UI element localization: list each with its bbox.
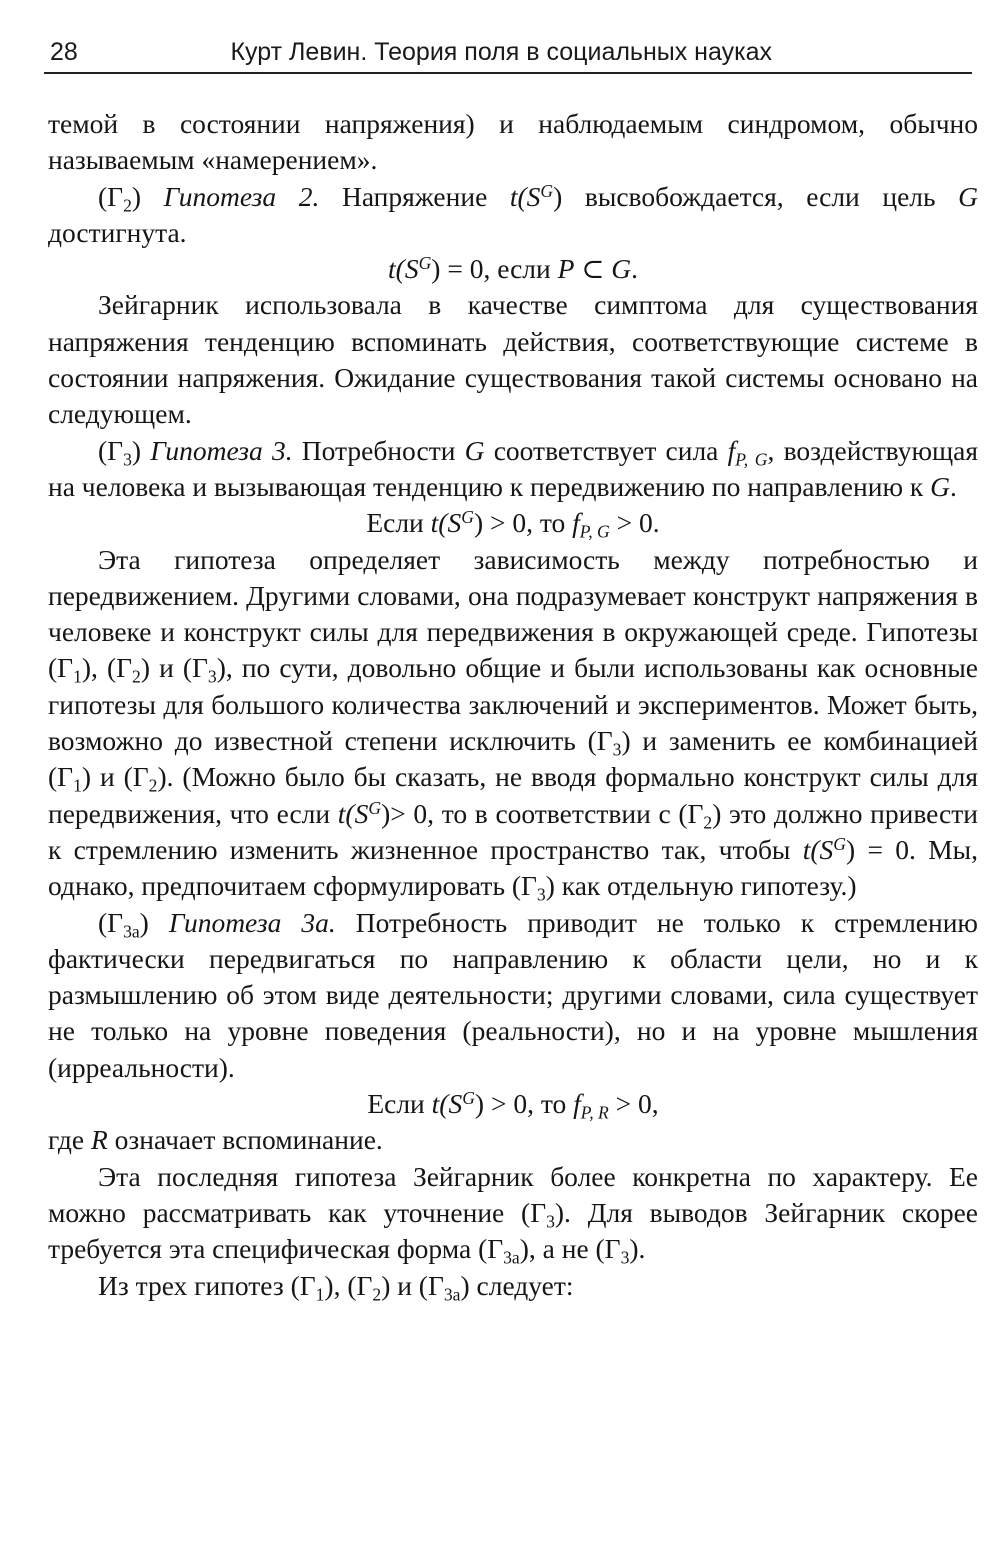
zeigarnik-paragraph: Зейгарник использовала в качестве симптома для существования напряжения тенденцию вспоминать действия, соответствующие системе в состоянии напряжения. Ожидание существования такой системы основано на следующем. <box>48 289 978 430</box>
definition-line: где R означает вспоминание. <box>48 1124 383 1156</box>
hypothesis-title: Гипотеза 3а. <box>168 906 336 938</box>
formula-3: Если $t(S^G) > 0$, то $f_{P, R} > 0$, <box>367 1088 659 1123</box>
specific-form-paragraph: Эта последняя гипотеза Зейгарник более конкретна по характеру. Ее можно рассматривать как уточнение $(Г_3)$. Для выводов Зейгарник скорее требуется эта специфическая форма $(Г_{3а})$, а не $(Г_3)$. <box>48 1160 978 1268</box>
paragraph-continuation: темой в состоянии напряжения) и наблюдаемым синдромом, обычно называемым «намерением». <box>48 108 978 176</box>
hypothesis-title: Гипотеза 3. <box>150 434 293 466</box>
formula-2: Если $t(S^G) > 0$, то $f_{P, G} > 0$. <box>366 507 660 542</box>
hypothesis-label: 2 <box>123 194 132 215</box>
formula-1: $t(S^G) = 0$, если P ⊂ G. <box>388 253 638 285</box>
conclusion-line: Из трех гипотез $(Г_1)$, $(Г_2)$ и $(Г_{3а})$ следует: <box>98 1269 574 1304</box>
hypothesis-3-paragraph: $(Г_3)$ Гипотеза 3. Потребности G соответствует сила $f_{P, G}$, воздействующая на человека и вызывающая тенденцию к передвижению по направлению к G. <box>48 434 979 502</box>
hypothesis-3a-paragraph: $(Г_{3а})$ Гипотеза 3а. Потребность приводит не только к стремлению фактически передвигаться по направлению к области цели, но и к размышлению об этом виде деятельности; другими словами, сила существует не только на уровне поведения (реальности), но и на уровне мышления (ирреальности). <box>48 906 978 1083</box>
running-title: Курт Левин. Теория поля в социальных науках <box>230 38 772 66</box>
hypothesis-label: 3 <box>123 448 132 469</box>
page-body <box>48 106 978 1304</box>
hypothesis-2-paragraph: $(Г_2)$ Гипотеза 2. Напряжение $t(S^G)$ высвобождается, если цель G достигнута. <box>48 180 978 248</box>
page-number: 28 <box>50 38 78 66</box>
running-header <box>44 30 972 74</box>
hypothesis-label: 3а <box>123 920 140 941</box>
hypothesis-title: Гипотеза 2. <box>163 180 320 212</box>
hypotheses-discussion-paragraph: Эта гипотеза определяет зависимость между потребностью и передвижением. Другими словами, она подразумевает конструкт напряжения в человеке и конструкт силы для передвижения в окружающей среде. Гипотезы $(Г_1)$, $(Г_2)$ и $(Г_3)$, по сути, довольно общие и были использованы как основные гипотезы для большого количества заключений и экспериментов. Может быть, возможно до известной степени исключить $(Г_3)$ и заменить ее комбинацией $(Г_1)$ и $(Г_2)$. (Можно было бы сказать, не вводя формально конструкт силы для передвижения, что если $t(S^G)> 0$, то в соответствии с $(Г_2)$ это должно привести к стремлению изменить жизненное пространство так, чтобы $t(S^G) = 0$. Мы, однако, предпочитаем сформулировать $(Г_3)$ как отдельную гипотезу.) <box>48 543 979 905</box>
